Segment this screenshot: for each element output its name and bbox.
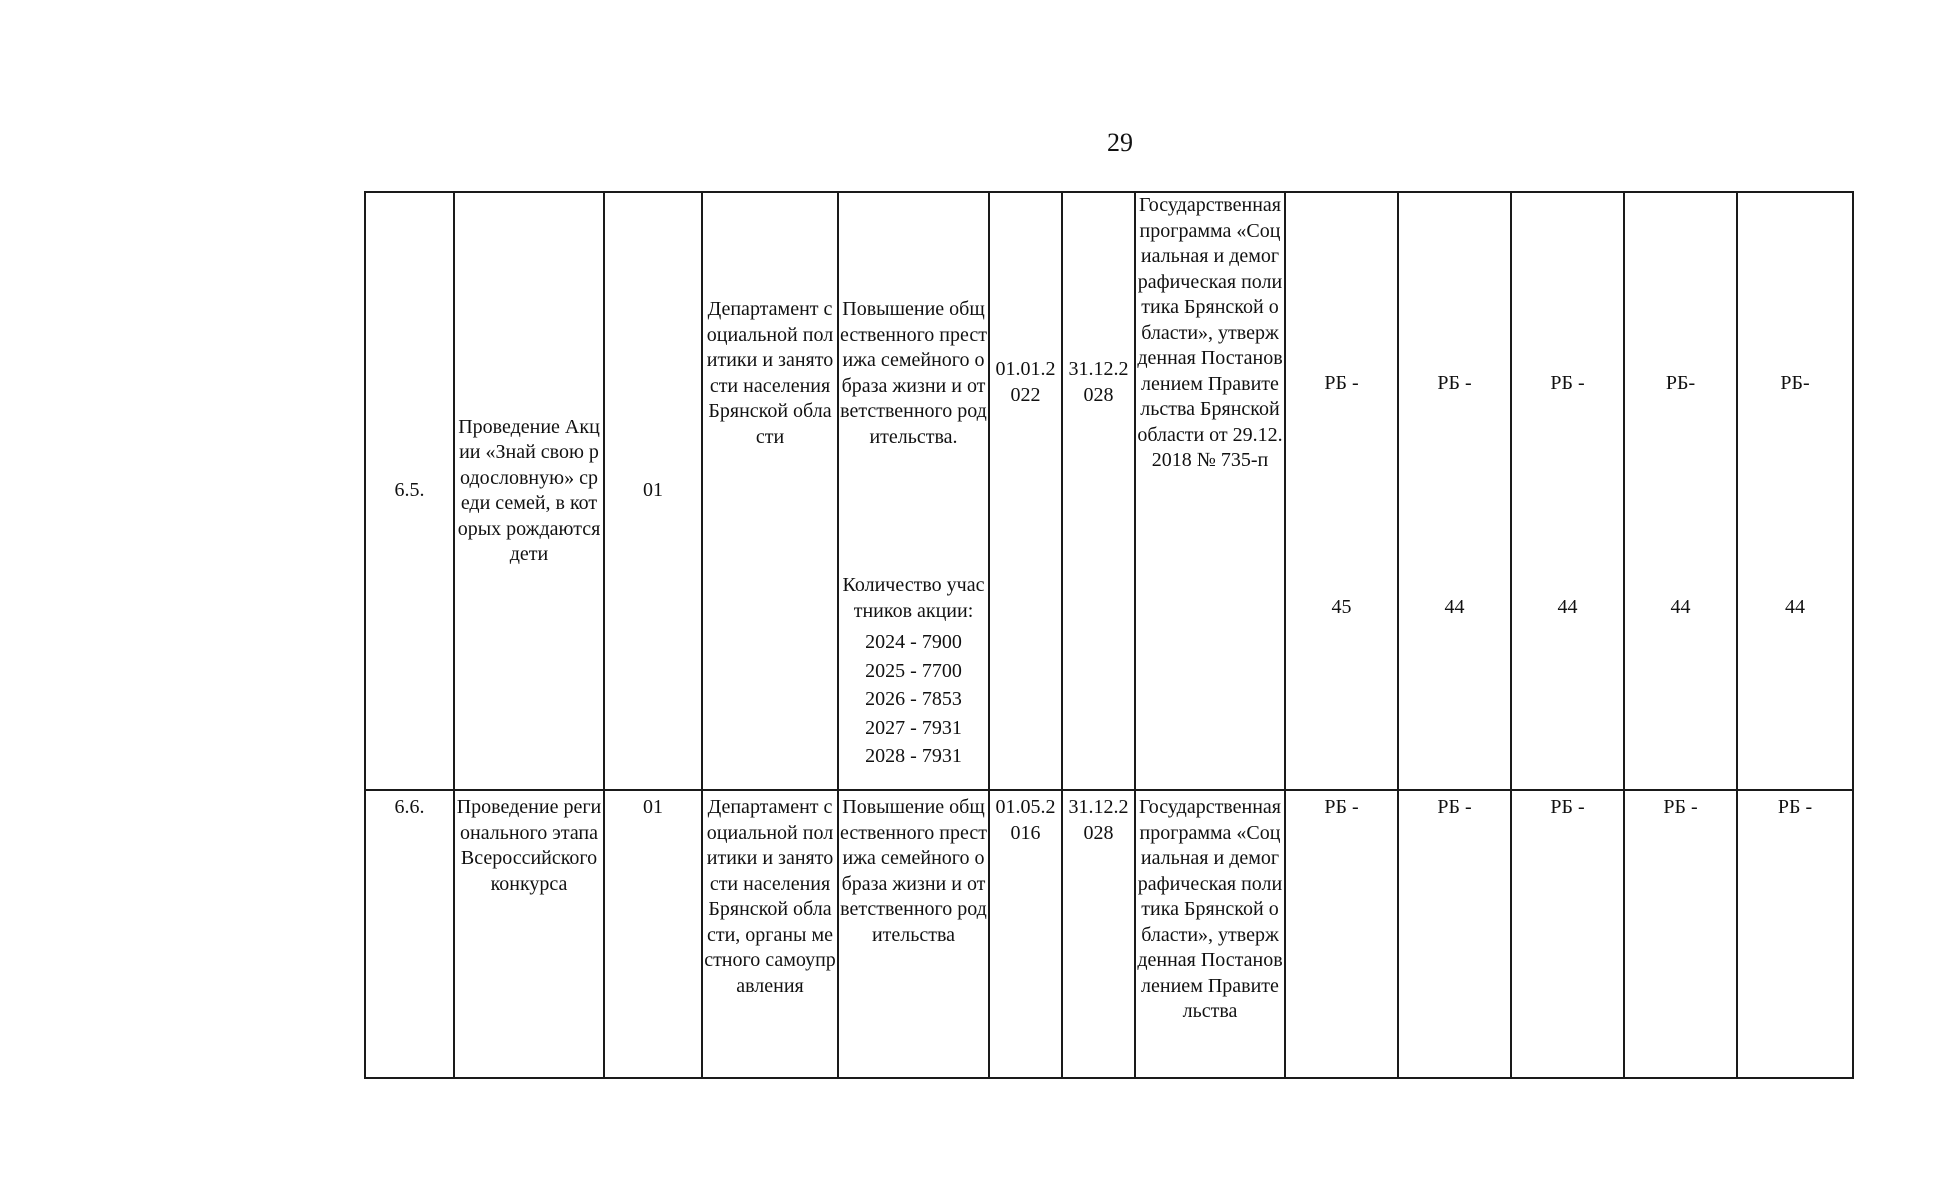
program-cell: Государственная программа «Социальная и демографическая политика Брянской области», утвержденная Постановлением Правительства (1135, 790, 1285, 1078)
funding-source: РБ - (1737, 790, 1853, 1078)
executor-text: Департамент социальной политики и занятости населения Брянской области (706, 298, 834, 448)
funding-source: РБ- (1665, 372, 1696, 394)
end-date-cell: 31.12.2028 (1062, 790, 1135, 1078)
funding-source: РБ - (1550, 372, 1585, 394)
funding-source: РБ - (1437, 372, 1472, 394)
funding-value: 44 (1785, 596, 1805, 618)
start-date-cell: 01.05.2016 (989, 790, 1062, 1078)
event-name: Проведение Акции «Знай свою родословную» среди семей, в которых рождаются дети (454, 192, 604, 790)
funding-source: РБ- (1780, 372, 1810, 394)
list-item: 2024 - 7900 (865, 631, 962, 653)
list-item: 2027 - 7931 (865, 716, 962, 739)
indicator-block (840, 573, 987, 771)
list-item: 2025 - 7700 (865, 659, 962, 682)
row-number: 6.5. (365, 192, 454, 790)
end-date-cell (1062, 192, 1135, 790)
code-cell: 01 (604, 192, 702, 790)
indicator-list (840, 628, 987, 771)
funding-value: 44 (1670, 596, 1691, 618)
end-date: 31.12.2028 (1068, 358, 1129, 406)
funding-source: РБ - (1398, 790, 1511, 1078)
goal-cell: Повышение общественного престижа семейного образа жизни и ответственного родительства (838, 790, 989, 1078)
funding-cell (1737, 192, 1853, 790)
goal-cell (838, 192, 989, 790)
funding-cell (1398, 192, 1511, 790)
funding-source: РБ - (1511, 790, 1624, 1078)
page-number: 29 (1107, 128, 1133, 157)
start-date: 01.01.2022 (995, 358, 1056, 406)
funding-value: 45 (1331, 596, 1352, 618)
start-date-cell (989, 192, 1062, 790)
program-text: Государственная программа «Социальная и демографическая политика Брянской области», утвержденная Постановлением Правительства Брянской области от 29.12.2018 № 735-п (1137, 194, 1283, 471)
measures-table (364, 191, 1854, 1079)
goal-text: Повышение общественного престижа семейного образа жизни и ответственного родительства. (840, 298, 988, 448)
funding-value: 44 (1557, 596, 1578, 618)
indicator-title: Количество участников акции: (842, 574, 985, 622)
row-number: 6.6. (365, 790, 454, 1078)
funding-source: РБ - (1285, 790, 1398, 1078)
table-row (365, 790, 1853, 1078)
list-item: 2028 - 7931 (865, 745, 962, 767)
code-cell: 01 (604, 790, 702, 1078)
table-row (365, 192, 1853, 790)
funding-source: РБ - (1624, 790, 1737, 1078)
funding-source: РБ - (1324, 372, 1359, 394)
event-name: Проведение регионального этапа Всероссийского конкурса (454, 790, 604, 1078)
executor-cell (702, 192, 838, 790)
list-item: 2026 - 7853 (865, 688, 962, 710)
executor-cell: Департамент социальной политики и занятости населения Брянской области, органы местного самоуправления (702, 790, 838, 1078)
funding-cell (1624, 192, 1737, 790)
program-cell (1135, 192, 1285, 790)
funding-cell (1511, 192, 1624, 790)
funding-cell (1285, 192, 1398, 790)
funding-value: 44 (1444, 596, 1465, 618)
